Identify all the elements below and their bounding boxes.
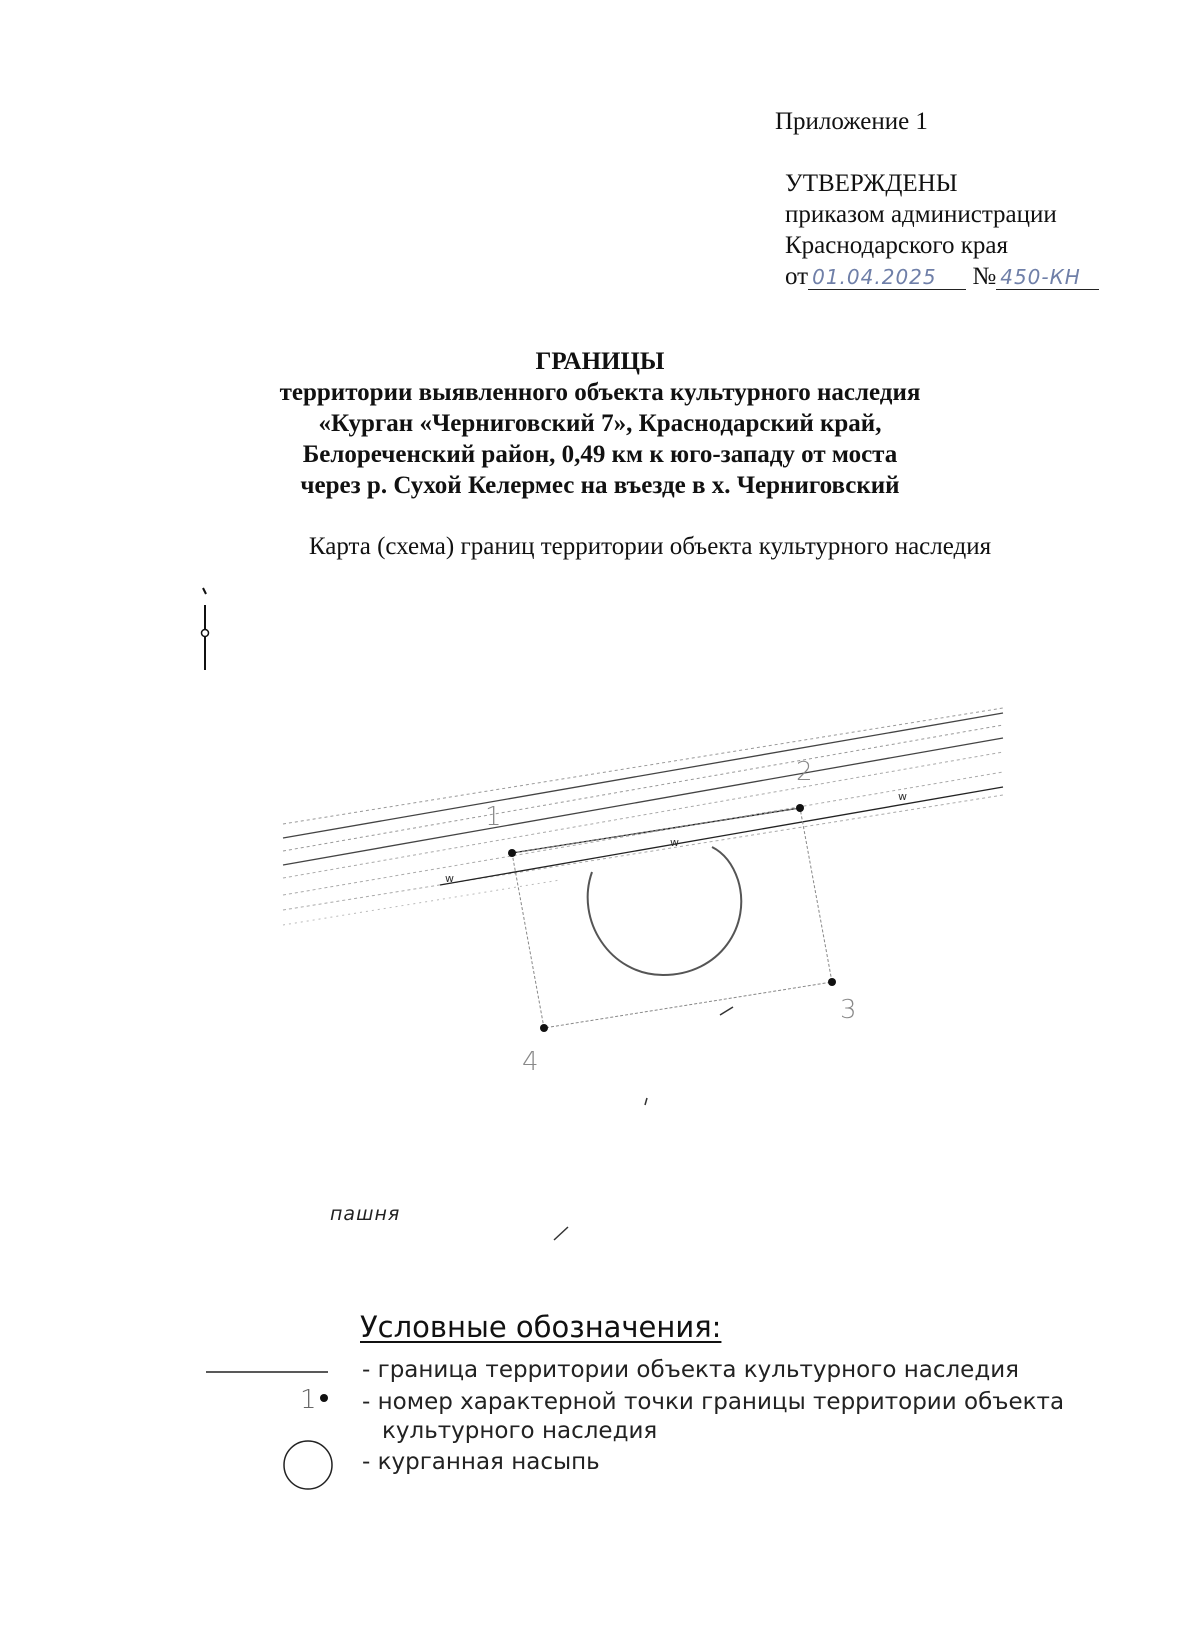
point-label: 1 <box>485 802 502 832</box>
legend-item-boundary: - граница территории объекта культурного наследия <box>362 1357 1020 1383</box>
point-label: 4 <box>522 1047 539 1077</box>
mound-symbol-icon <box>284 1441 332 1489</box>
legend-heading: Условные обозначения: <box>360 1310 722 1344</box>
approved-line: УТВЕРЖДЕНЫ <box>785 170 958 197</box>
map-caption: Карта (схема) границ территории объекта культурного наследия <box>308 533 992 560</box>
boundary-map <box>0 570 1200 1250</box>
land-label: пашня <box>330 1203 401 1225</box>
order-date-field <box>808 265 966 290</box>
legend-item-point: - номер характерной точки границы территории объекта <box>362 1389 1065 1415</box>
legend-item-point-cont: культурного наследия <box>382 1418 658 1444</box>
legend-point-label: 1 <box>300 1385 317 1415</box>
legend-item-mound: - курганная насыпь <box>362 1449 600 1475</box>
title-line: Белореченский район, 0,49 км к юго-западу от моста <box>302 441 898 468</box>
order-number-field <box>996 265 1099 290</box>
north-arrow-icon <box>202 588 209 670</box>
number-label: № <box>972 263 997 290</box>
point-marker <box>828 978 836 986</box>
point-label: 2 <box>796 757 813 787</box>
point-marker <box>508 849 516 857</box>
point-marker <box>796 804 804 812</box>
order-date-number-line <box>785 261 1099 292</box>
approved-line: Краснодарского края <box>785 232 1008 259</box>
from-label: от <box>785 263 809 290</box>
title-heading: ГРАНИЦЫ <box>535 348 665 375</box>
order-number-handwritten: 450-КН <box>1000 265 1081 289</box>
title-line: «Курган «Черниговский 7», Краснодарский край, <box>318 410 882 437</box>
approval-block <box>785 168 1099 292</box>
pipe-marker: w <box>670 836 679 849</box>
order-date-handwritten: 01.04.2025 <box>812 265 937 289</box>
title-line: через р. Сухой Келермес на въезде в х. Черниговский <box>300 472 900 499</box>
approved-line: приказом администрации <box>785 201 1057 228</box>
road-lines <box>283 708 1003 925</box>
scan-marks <box>554 1007 733 1240</box>
appendix-label: Приложение 1 <box>775 108 928 135</box>
document-title <box>0 346 1200 501</box>
point-label: 3 <box>840 995 857 1025</box>
title-line: территории выявленного объекта культурного наследия <box>279 379 921 406</box>
point-marker <box>540 1024 548 1032</box>
pipe-marker: w <box>898 790 907 803</box>
point-symbol-icon <box>320 1394 328 1402</box>
pipe-marker: w <box>445 872 454 885</box>
burial-mound-circle <box>588 847 742 975</box>
